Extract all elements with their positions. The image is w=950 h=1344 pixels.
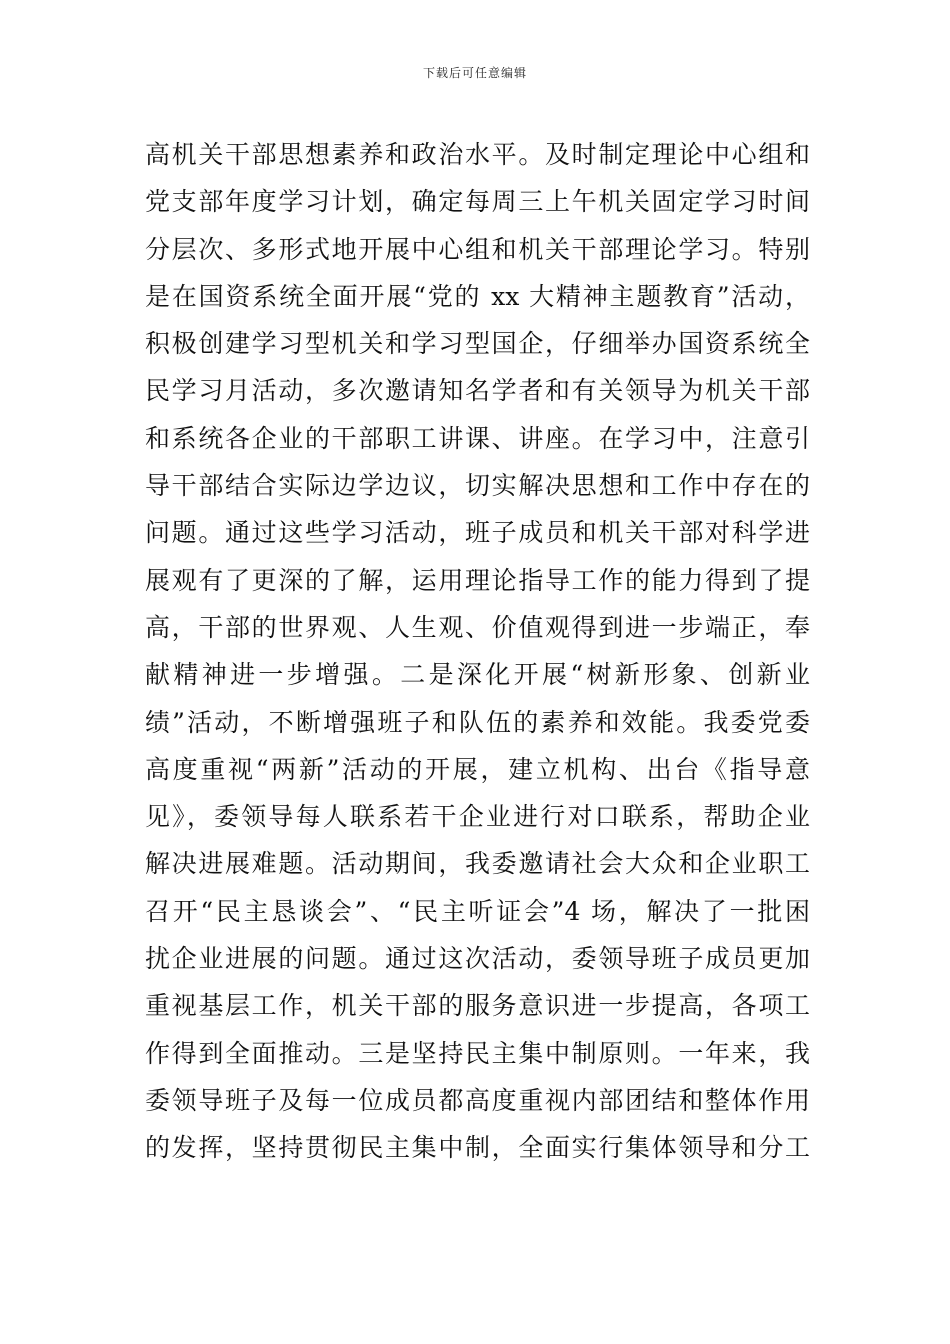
text-line: 扰企业进展的问题。通过这次活动，委领导班子成员更加 [145, 944, 810, 974]
text-line: 问题。通过这些学习活动，班子成员和机关干部对科学进 [145, 518, 810, 548]
text-line: 重视基层工作，机关干部的服务意识进一步提高，各项工 [145, 991, 810, 1021]
text-line: 是在国资系统全面开展“党的 xx 大精神主题教育”活动， [145, 281, 810, 311]
text-line: 绩”活动，不断增强班子和队伍的素养和效能。我委党委 [145, 707, 810, 737]
text-line: 和系统各企业的干部职工讲课、讲座。在学习中，注意引 [145, 423, 810, 453]
text-line: 导干部结合实际边学边议，切实解决思想和工作中存在的 [145, 471, 810, 501]
text-line: 见》，委领导每人联系若干企业进行对口联系，帮助企业 [145, 802, 810, 832]
text-line: 高机关干部思想素养和政治水平。及时制定理论中心组和 [145, 140, 810, 169]
text-line: 召开“民主恳谈会”、“民主听证会”4 场，解决了一批困 [145, 896, 810, 926]
body-text [145, 131, 810, 1172]
text-line: 积极创建学习型机关和学习型国企，仔细举办国资系统全 [145, 329, 810, 359]
text-line: 党支部年度学习计划，确定每周三上午机关固定学习时间 [145, 187, 810, 217]
text-line: 委领导班子及每一位成员都高度重视内部团结和整体作用 [145, 1085, 810, 1115]
header-note: 下载后可任意编辑 [422, 66, 527, 80]
text-line: 高，干部的世界观、人生观、价值观得到进一步端正，奉 [145, 612, 810, 642]
text-line: 作得到全面推动。三是坚持民主集中制原则。一年来，我 [145, 1038, 810, 1068]
text-line: 高度重视“两新”活动的开展，建立机构、出台《指导意 [145, 754, 810, 784]
text-line: 的发挥，坚持贯彻民主集中制，全面实行集体领导和分工 [145, 1133, 810, 1163]
text-line: 解决进展难题。活动期间，我委邀请社会大众和企业职工 [145, 849, 810, 879]
text-line: 民学习月活动，多次邀请知名学者和有关领导为机关干部 [145, 376, 810, 406]
text-line: 分层次、多形式地开展中心组和机关干部理论学习。特别 [145, 234, 810, 264]
text-line: 献精神进一步增强。二是深化开展“树新形象、创新业 [145, 660, 810, 690]
text-line: 展观有了更深的了解，运用理论指导工作的能力得到了提 [145, 565, 810, 595]
